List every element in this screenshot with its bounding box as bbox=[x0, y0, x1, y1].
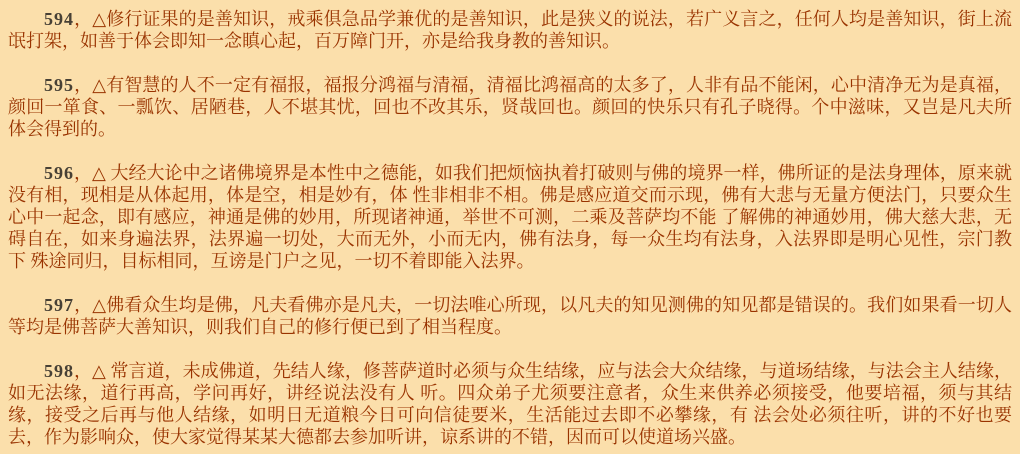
paragraph-text: ，△佛看众生均是佛，凡夫看佛亦是凡夫，一切法唯心所现，以凡夫的知见测佛的知见都是错误的。我们如果看一切人等均是佛菩萨大善知识，则我们自己的修行便已到了相当程度。 bbox=[8, 295, 1012, 337]
paragraph-text: ，△修行证果的是善知识，戒乘俱急品学兼优的是善知识，此是狭义的说法，若广义言之，任何人均是善知识，街上流氓打架，如善于体会即知一念瞋心起，百万障门开，亦是给我身教的善知识。 bbox=[8, 9, 1012, 51]
paragraph-594 bbox=[8, 8, 1012, 52]
paragraph-text: ，△有智慧的人不一定有福报，福报分鸿福与清福，清福比鸿福高的太多了，人非有品不能闲，心中清净无为是真福，颜回一箪食、一瓢饮、居陋巷，人不堪其忧，回也不改其乐，贤哉回也。颜回的快乐只有孔子晓得。个中滋味，又岂是凡夫所体会得到的。 bbox=[8, 75, 1012, 139]
paragraph-number: 598 bbox=[44, 361, 74, 381]
paragraph-597 bbox=[8, 294, 1012, 338]
paragraph-number: 596 bbox=[44, 163, 74, 183]
paragraph-number: 597 bbox=[44, 295, 74, 315]
paragraph-text: ，△ 大经大论中之诸佛境界是本性中之德能，如我们把烦恼执着打破则与佛的境界一样，佛所证的是法身理体，原来就没有相，现相是从体起用，体是空，相是妙有，体 性非相非不相。佛是感应道交而示现，佛有大悲与无量方便法门，只要众生心中一起念，即有感应，神通是佛的妙用，所现诸神通，举世不可测，二乘及菩萨均不能 了解佛的神通妙用，佛大慈大悲，无碍自在，如来身遍法界，法界遍一切处，大而无外，小而无内，佛有法身，每一众生均有法身，入法界即是明心见性，宗门教下 殊途同归，目标相同，互谤是门户之见，一切不着即能入法界。 bbox=[8, 163, 1012, 271]
paragraph-598 bbox=[8, 360, 1012, 448]
paragraph-text: ，△ 常言道，未成佛道，先结人缘，修菩萨道时必须与众生结缘，应与法会大众结缘，与道场结缘，与法会主人结缘，如无法缘，道行再高，学问再好，讲经说法没有人 听。四众弟子尤须要注意者，众生来供养必须接受，他要培福，须与其结缘，接受之后再与他人结缘，如明日无道粮今日可向信徒要米，生活能过去即不必攀缘，有 法会处必须往听，讲的不好也要去，作为影响众，使大家觉得某某大德都去参加听讲，谅系讲的不错，因而可以使道场兴盛。 bbox=[8, 361, 1012, 447]
paragraph-596 bbox=[8, 162, 1012, 272]
paragraph-number: 595 bbox=[44, 75, 74, 95]
paragraph-number: 594 bbox=[44, 9, 74, 29]
paragraph-595 bbox=[8, 74, 1012, 140]
